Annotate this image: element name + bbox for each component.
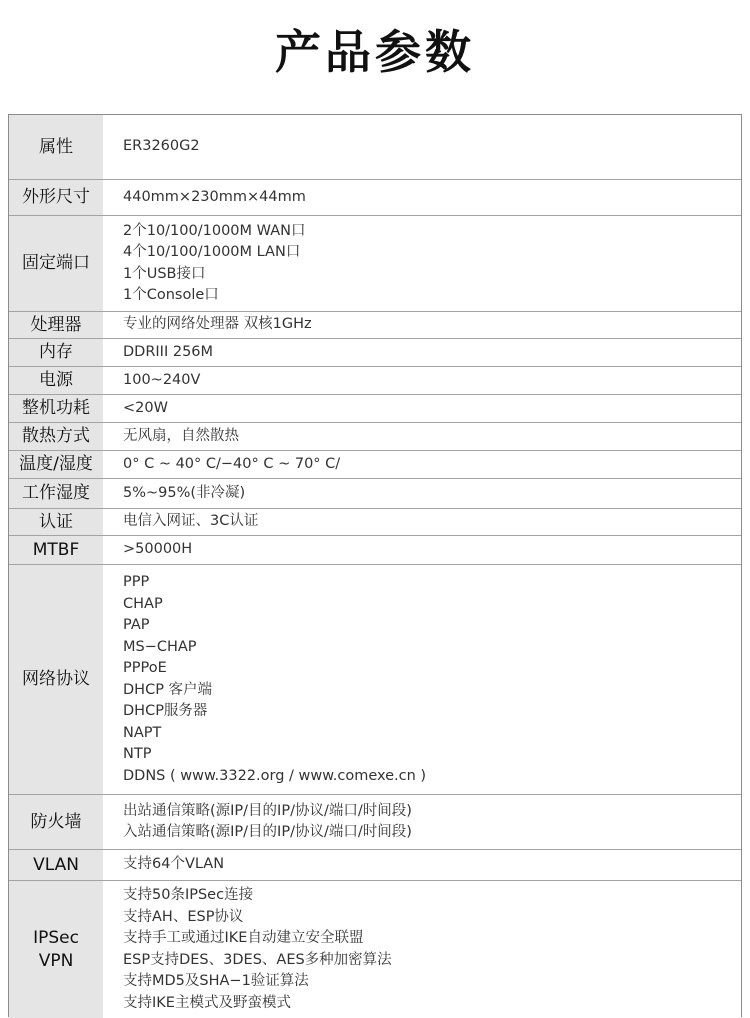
row-ports [9,216,741,312]
row-label: 温度/湿度 [9,451,103,478]
row-label: 内存 [9,339,103,366]
row-protocols [9,565,741,795]
row-label: 电源 [9,367,103,394]
page-title: 产品参数 [275,25,475,79]
row-cooling [9,423,741,451]
row-value: 支持64个VLAN [103,850,741,880]
row-certification [9,509,741,536]
row-label: 属性 [9,115,103,179]
row-value: 440mm×230mm×44mm [103,180,741,215]
row-value: 专业的网络处理器 双核1GHz [103,312,741,338]
row-mtbf [9,536,741,565]
row-value: 出站通信策略(源IP/目的IP/协议/端口/时间段) 入站通信策略(源IP/目的IP/协议/端口/时间段) [103,795,741,849]
row-temperature [9,451,741,479]
row-label: 工作湿度 [9,479,103,508]
row-value: 5%~95%(非冷凝) [103,479,741,508]
row-value: >50000H [103,536,741,564]
row-power [9,367,741,395]
row-value: 支持50条IPSec连接 支持AH、ESP协议 支持手工或通过IKE自动建立安全联盟 ESP支持DES、3DES、AES多种加密算法 支持MD5及SHA−1验证算法 支持IKE主模式及野蛮模式 [103,881,741,1018]
row-model [9,115,741,180]
row-memory [9,339,741,367]
row-cpu [9,312,741,339]
row-value: 2个10/100/1000M WAN口 4个10/100/1000M LAN口 1个USB接口 1个Console口 [103,216,741,311]
row-value: 电信入网证、3C认证 [103,509,741,535]
row-label: VLAN [9,850,103,880]
row-value: DDRIII 256M [103,339,741,366]
row-label: 固定端口 [9,216,103,311]
row-humidity [9,479,741,509]
row-firewall [9,795,741,850]
row-label: 处理器 [9,312,103,338]
row-value: 100~240V [103,367,741,394]
row-label: IPSec VPN [9,881,103,1018]
row-value: 无风扇，自然散热 [103,423,741,450]
row-label: 外形尺寸 [9,180,103,215]
row-value: ER3260G2 [103,115,741,179]
row-label: MTBF [9,536,103,564]
row-value: <20W [103,395,741,422]
row-label: 整机功耗 [9,395,103,422]
row-vlan [9,850,741,881]
row-size [9,180,741,216]
row-label: 认证 [9,509,103,535]
row-label: 网络协议 [9,565,103,794]
row-value: PPP CHAP PAP MS−CHAP PPPoE DHCP 客户端 DHCP服务器 NAPT NTP DDNS ( www.3322.org / www.comexe.cn ) [103,565,741,794]
row-consumption [9,395,741,423]
row-ipsec [9,881,741,1018]
row-label: 散热方式 [9,423,103,450]
row-label: 防火墙 [9,795,103,849]
row-value: 0° C ~ 40° C/−40° C ~ 70° C/ [103,451,741,478]
spec-table [8,114,742,1017]
